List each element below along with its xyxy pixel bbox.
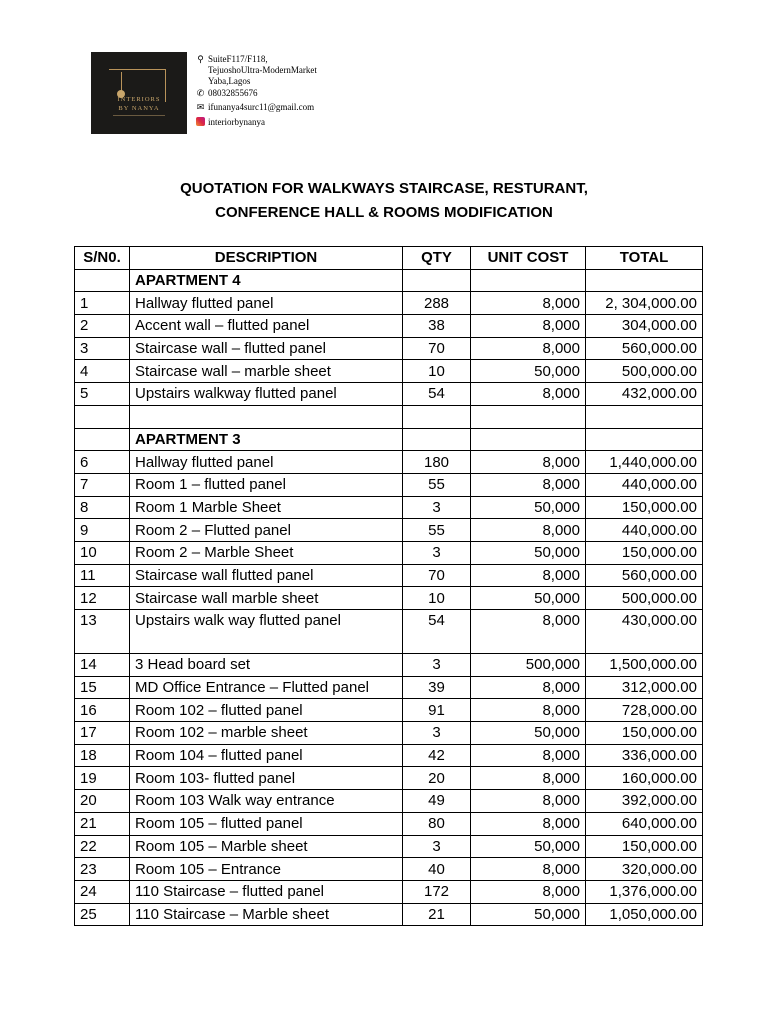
description-cell: Upstairs walk way flutted panel (130, 610, 403, 654)
description-cell: Hallway flutted panel (130, 451, 403, 474)
total-cell: 440,000.00 (586, 473, 703, 496)
phone-row (195, 88, 258, 99)
unit-cost-cell (471, 428, 586, 451)
description-cell: Room 2 – Marble Sheet (130, 541, 403, 564)
header-description: DESCRIPTION (130, 247, 403, 270)
total-cell: 430,000.00 (586, 610, 703, 654)
table-body (75, 269, 703, 926)
unit-cost-cell: 50,000 (471, 496, 586, 519)
total-cell: 150,000.00 (586, 541, 703, 564)
total-cell: 432,000.00 (586, 383, 703, 406)
description-cell: Hallway flutted panel (130, 292, 403, 315)
description-cell: MD Office Entrance – Flutted panel (130, 676, 403, 699)
total-cell (586, 405, 703, 428)
description-cell: Staircase wall – marble sheet (130, 360, 403, 383)
quantity-cell: 55 (403, 519, 471, 542)
total-cell: 392,000.00 (586, 790, 703, 813)
unit-cost-cell (471, 269, 586, 292)
mail-icon: ✉ (196, 102, 205, 112)
total-cell: 312,000.00 (586, 676, 703, 699)
header-unit-cost: UNIT COST (471, 247, 586, 270)
serial-number-cell: 6 (75, 451, 130, 474)
table-row (75, 564, 703, 587)
header-qty: QTY (403, 247, 471, 270)
quantity-cell: 91 (403, 699, 471, 722)
total-cell: 1,050,000.00 (586, 903, 703, 926)
address-line2: TejuoshoUltra-ModernMarket (208, 65, 317, 75)
table-row (75, 812, 703, 835)
description-cell: Staircase wall flutted panel (130, 564, 403, 587)
serial-number-cell: 12 (75, 587, 130, 610)
description-cell: 3 Head board set (130, 654, 403, 677)
unit-cost-cell: 8,000 (471, 699, 586, 722)
serial-number-cell: 16 (75, 699, 130, 722)
description-cell: 110 Staircase – flutted panel (130, 880, 403, 903)
unit-cost-cell: 8,000 (471, 315, 586, 338)
total-cell: 2, 304,000.00 (586, 292, 703, 315)
unit-cost-cell: 50,000 (471, 587, 586, 610)
table-row (75, 473, 703, 496)
quantity-cell: 70 (403, 564, 471, 587)
address-line1-row (195, 54, 268, 65)
table-row (75, 541, 703, 564)
total-cell: 440,000.00 (586, 519, 703, 542)
serial-number-cell: 14 (75, 654, 130, 677)
total-cell: 160,000.00 (586, 767, 703, 790)
quantity-cell (403, 269, 471, 292)
serial-number-cell (75, 269, 130, 292)
unit-cost-cell: 8,000 (471, 812, 586, 835)
unit-cost-cell: 50,000 (471, 360, 586, 383)
total-cell: 560,000.00 (586, 337, 703, 360)
serial-number-cell: 22 (75, 835, 130, 858)
serial-number-cell: 13 (75, 610, 130, 654)
description-cell: Room 102 – flutted panel (130, 699, 403, 722)
quantity-cell: 70 (403, 337, 471, 360)
serial-number-cell: 3 (75, 337, 130, 360)
quantity-cell: 39 (403, 676, 471, 699)
total-cell: 150,000.00 (586, 835, 703, 858)
company-logo (91, 52, 187, 134)
unit-cost-cell: 8,000 (471, 473, 586, 496)
serial-number-cell: 8 (75, 496, 130, 519)
table-row (75, 699, 703, 722)
serial-number-cell: 9 (75, 519, 130, 542)
unit-cost-cell: 50,000 (471, 722, 586, 745)
serial-number-cell: 24 (75, 880, 130, 903)
serial-number-cell: 17 (75, 722, 130, 745)
serial-number-cell: 18 (75, 744, 130, 767)
address-line1: SuiteF117/F118, (208, 54, 268, 64)
spacer-row (75, 405, 703, 428)
quotation-table (74, 246, 703, 926)
email-address: ifunanya4surc11@gmail.com (208, 102, 315, 112)
table-row (75, 496, 703, 519)
section-header-row (75, 269, 703, 292)
header-sn: S/N0. (75, 247, 130, 270)
total-cell (586, 269, 703, 292)
quantity-cell: 55 (403, 473, 471, 496)
serial-number-cell: 10 (75, 541, 130, 564)
unit-cost-cell: 50,000 (471, 835, 586, 858)
total-cell (586, 428, 703, 451)
header-total: TOTAL (586, 247, 703, 270)
description-cell: Room 105 – Marble sheet (130, 835, 403, 858)
quantity-cell: 20 (403, 767, 471, 790)
table-row (75, 903, 703, 926)
quantity-cell: 54 (403, 610, 471, 654)
description-cell: Staircase wall – flutted panel (130, 337, 403, 360)
unit-cost-cell: 500,000 (471, 654, 586, 677)
quantity-cell: 10 (403, 587, 471, 610)
description-cell: Upstairs walkway flutted panel (130, 383, 403, 406)
table-header-row (75, 247, 703, 270)
serial-number-cell: 1 (75, 292, 130, 315)
phone-icon: ✆ (196, 88, 205, 98)
location-pin-icon: ⚲ (197, 54, 204, 64)
quantity-cell: 3 (403, 722, 471, 745)
description-cell: Room 102 – marble sheet (130, 722, 403, 745)
table-row (75, 858, 703, 881)
table-row (75, 880, 703, 903)
document-title-line1: QUOTATION FOR WALKWAYS STAIRCASE, RESTURANT, (180, 180, 588, 197)
description-cell: Room 103 Walk way entrance (130, 790, 403, 813)
total-cell: 640,000.00 (586, 812, 703, 835)
serial-number-cell: 21 (75, 812, 130, 835)
quantity-cell: 3 (403, 541, 471, 564)
unit-cost-cell: 50,000 (471, 903, 586, 926)
total-cell: 1,440,000.00 (586, 451, 703, 474)
table-row (75, 315, 703, 338)
serial-number-cell: 15 (75, 676, 130, 699)
table-row (75, 383, 703, 406)
quantity-cell (403, 405, 471, 428)
address-line3: Yaba,Lagos (208, 76, 251, 86)
total-cell: 150,000.00 (586, 496, 703, 519)
unit-cost-cell: 8,000 (471, 790, 586, 813)
unit-cost-cell: 8,000 (471, 451, 586, 474)
section-header-row (75, 428, 703, 451)
table-row (75, 767, 703, 790)
serial-number-cell: 11 (75, 564, 130, 587)
total-cell: 560,000.00 (586, 564, 703, 587)
quantity-cell: 42 (403, 744, 471, 767)
table-row (75, 337, 703, 360)
total-cell: 500,000.00 (586, 360, 703, 383)
total-cell: 336,000.00 (586, 744, 703, 767)
description-cell: Room 105 – flutted panel (130, 812, 403, 835)
table-row (75, 790, 703, 813)
serial-number-cell: 20 (75, 790, 130, 813)
total-cell: 320,000.00 (586, 858, 703, 881)
serial-number-cell: 5 (75, 383, 130, 406)
description-cell: Room 103- flutted panel (130, 767, 403, 790)
description-cell: 110 Staircase – Marble sheet (130, 903, 403, 926)
quantity-cell: 80 (403, 812, 471, 835)
total-cell: 728,000.00 (586, 699, 703, 722)
description-cell: APARTMENT 4 (130, 269, 403, 292)
table-row (75, 360, 703, 383)
unit-cost-cell: 8,000 (471, 767, 586, 790)
instagram-icon (196, 117, 205, 126)
unit-cost-cell: 8,000 (471, 676, 586, 699)
unit-cost-cell: 50,000 (471, 541, 586, 564)
instagram-handle: interiorbynanya (208, 117, 265, 127)
quantity-cell: 3 (403, 654, 471, 677)
description-cell: Room 105 – Entrance (130, 858, 403, 881)
unit-cost-cell (471, 405, 586, 428)
total-cell: 500,000.00 (586, 587, 703, 610)
quantity-cell: 49 (403, 790, 471, 813)
phone-number: 08032855676 (208, 88, 258, 98)
description-cell: Room 1 – flutted panel (130, 473, 403, 496)
unit-cost-cell: 8,000 (471, 292, 586, 315)
logo-text-line1: INTERIORS (117, 96, 161, 103)
serial-number-cell: 2 (75, 315, 130, 338)
unit-cost-cell: 8,000 (471, 383, 586, 406)
table-row (75, 519, 703, 542)
description-cell: Room 1 Marble Sheet (130, 496, 403, 519)
quantity-cell (403, 428, 471, 451)
total-cell: 304,000.00 (586, 315, 703, 338)
unit-cost-cell: 8,000 (471, 858, 586, 881)
logo-text-line2: BY NANYA (118, 105, 160, 112)
document-title-line2: CONFERENCE HALL & ROOMS MODIFICATION (215, 204, 553, 221)
serial-number-cell (75, 405, 130, 428)
address-line2-row (195, 65, 317, 76)
quantity-cell: 3 (403, 496, 471, 519)
quantity-cell: 10 (403, 360, 471, 383)
unit-cost-cell: 8,000 (471, 519, 586, 542)
total-cell: 1,376,000.00 (586, 880, 703, 903)
unit-cost-cell: 8,000 (471, 564, 586, 587)
serial-number-cell (75, 428, 130, 451)
table-row (75, 676, 703, 699)
quantity-cell: 38 (403, 315, 471, 338)
address-line3-row (195, 76, 250, 87)
unit-cost-cell: 8,000 (471, 610, 586, 654)
unit-cost-cell: 8,000 (471, 744, 586, 767)
table-row (75, 744, 703, 767)
unit-cost-cell: 8,000 (471, 880, 586, 903)
description-cell (130, 405, 403, 428)
unit-cost-cell: 8,000 (471, 337, 586, 360)
quantity-cell: 3 (403, 835, 471, 858)
logo-divider (113, 115, 165, 116)
quantity-cell: 172 (403, 880, 471, 903)
quantity-cell: 40 (403, 858, 471, 881)
table-row (75, 292, 703, 315)
serial-number-cell: 23 (75, 858, 130, 881)
serial-number-cell: 19 (75, 767, 130, 790)
total-cell: 150,000.00 (586, 722, 703, 745)
table-row (75, 654, 703, 677)
serial-number-cell: 4 (75, 360, 130, 383)
description-cell: Room 104 – flutted panel (130, 744, 403, 767)
table-row (75, 835, 703, 858)
description-cell: Accent wall – flutted panel (130, 315, 403, 338)
description-cell: Staircase wall marble sheet (130, 587, 403, 610)
table-row (75, 722, 703, 745)
instagram-row (195, 117, 265, 128)
quantity-cell: 288 (403, 292, 471, 315)
lamp-cord-shape (121, 72, 122, 92)
serial-number-cell: 25 (75, 903, 130, 926)
quantity-cell: 180 (403, 451, 471, 474)
description-cell: APARTMENT 3 (130, 428, 403, 451)
quantity-cell: 54 (403, 383, 471, 406)
total-cell: 1,500,000.00 (586, 654, 703, 677)
table-row (75, 587, 703, 610)
quantity-cell: 21 (403, 903, 471, 926)
description-cell: Room 2 – Flutted panel (130, 519, 403, 542)
table-row (75, 451, 703, 474)
table-row (75, 610, 703, 654)
serial-number-cell: 7 (75, 473, 130, 496)
email-row (195, 102, 314, 113)
